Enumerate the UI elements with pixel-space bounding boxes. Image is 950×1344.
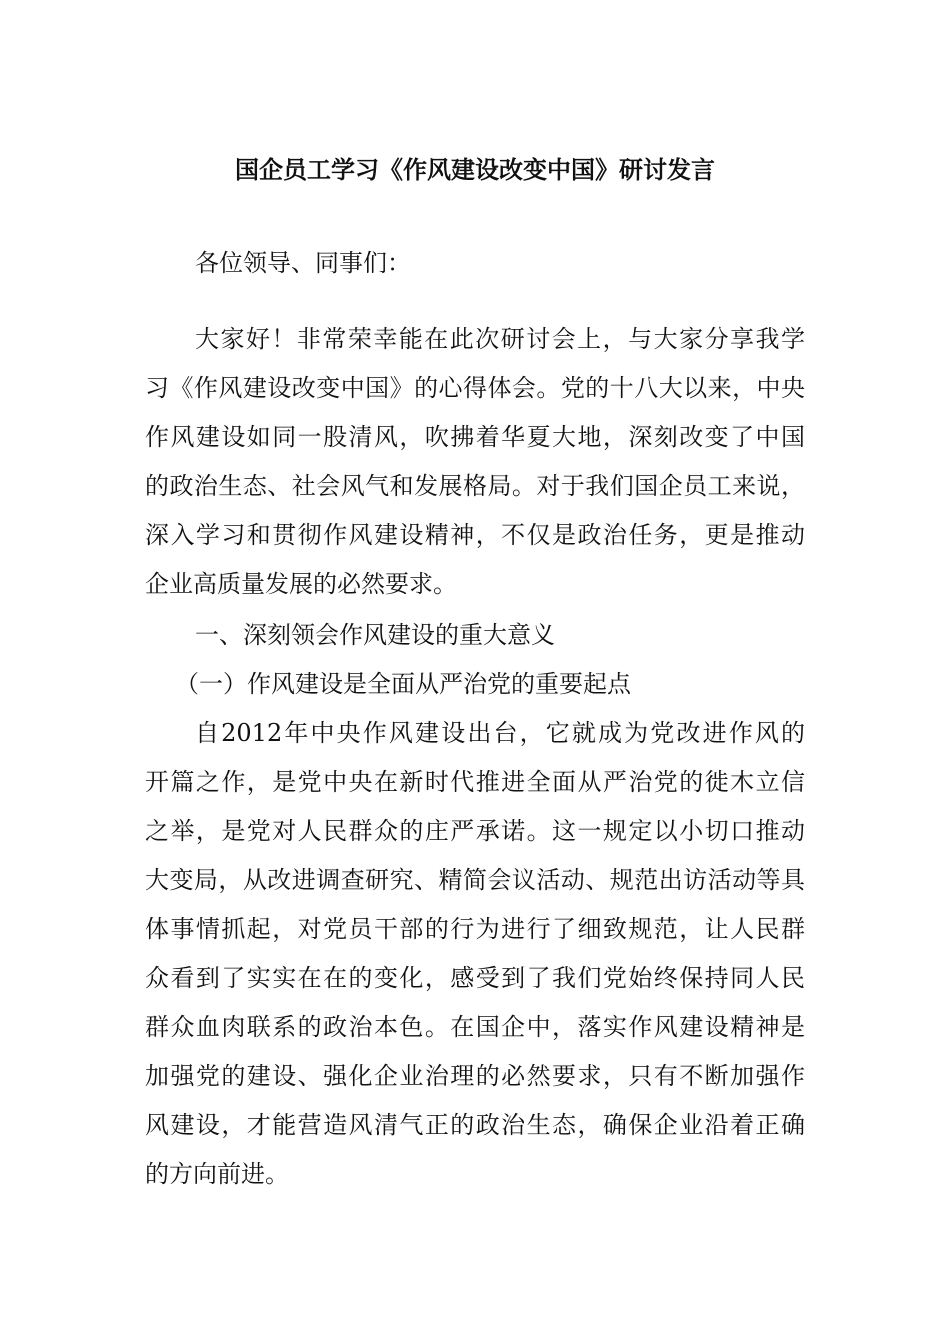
paragraph-line: 自2012年中央作风建设出台，它就成为党改进作风的 bbox=[195, 719, 805, 747]
paragraph-line: 大家好！非常荣幸能在此次研讨会上，与大家分享我学 bbox=[195, 325, 805, 353]
paragraph-line: 的方向前进。 bbox=[145, 1160, 289, 1188]
document-body bbox=[145, 243, 805, 1203]
paragraph-line: 加强党的建设、强化企业治理的必然要求，只有不断加强作 bbox=[145, 1062, 805, 1090]
paragraph-line: 体事情抓起，对党员干部的行为进行了细致规范，让人民群 bbox=[145, 915, 805, 943]
paragraph-line: 之举，是党对人民群众的庄严承诺。这一规定以小切口推动 bbox=[145, 817, 805, 845]
paragraph-line: 习《作风建设改变中国》的心得体会。党的十八大以来，中央 bbox=[145, 374, 805, 402]
greeting: 各位领导、同事们： bbox=[195, 249, 411, 277]
document-title: 国企员工学习《作风建设改变中国》研讨发言 bbox=[235, 155, 715, 184]
paragraph-line: 开篇之作，是党中央在新时代推进全面从严治党的徙木立信 bbox=[145, 768, 805, 796]
paragraph-line: 风建设，才能营造风清气正的政治生态，确保企业沿着正确 bbox=[145, 1111, 805, 1139]
paragraph-line: 大变局，从改进调查研究、精简会议活动、规范出访活动等具 bbox=[145, 866, 805, 894]
paragraph-line: 众看到了实实在在的变化，感受到了我们党始终保持同人民 bbox=[145, 964, 805, 992]
section-heading: 一、深刻领会作风建设的重大意义 bbox=[195, 621, 555, 649]
intro-paragraph bbox=[145, 319, 805, 613]
paragraph-line: 的政治生态、社会风气和发展格局。对于我们国企员工来说， bbox=[145, 472, 805, 500]
subsection-heading: （一）作风建设是全面从严治党的重要起点 bbox=[175, 670, 631, 698]
paragraph-line: 作风建设如同一股清风，吹拂着华夏大地，深刻改变了中国 bbox=[145, 423, 805, 451]
body-paragraph bbox=[145, 713, 805, 1203]
paragraph-line: 群众血肉联系的政治本色。在国企中，落实作风建设精神是 bbox=[145, 1013, 805, 1041]
paragraph-line: 企业高质量发展的必然要求。 bbox=[145, 570, 457, 598]
paragraph-line: 深入学习和贯彻作风建设精神，不仅是政治任务，更是推动 bbox=[145, 521, 805, 549]
